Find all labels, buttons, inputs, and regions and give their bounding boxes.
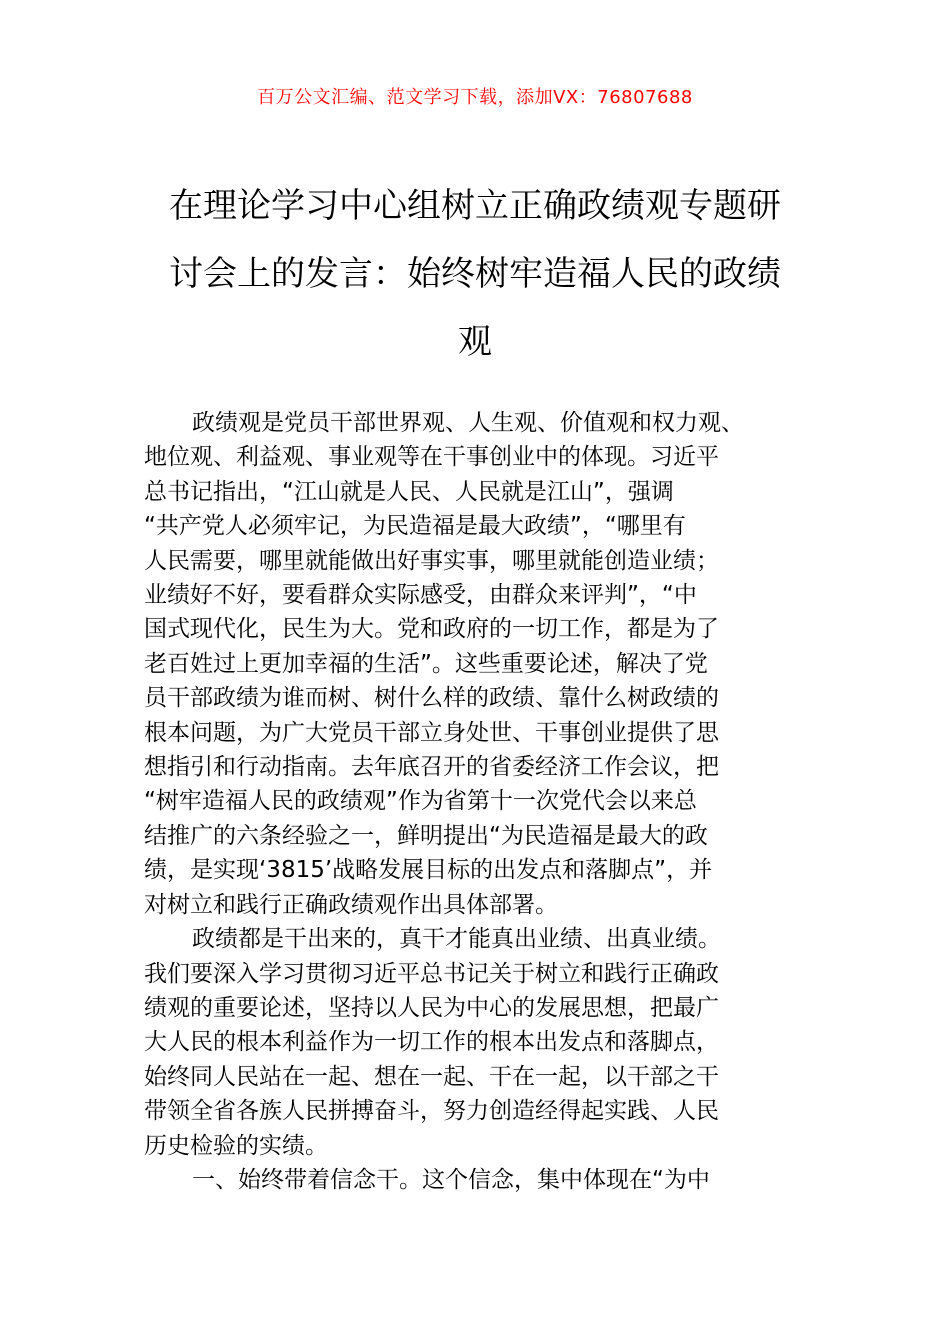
text-line: 历史检验的实绩。 — [144, 1132, 328, 1159]
title-line: 在理论学习中心组树立正确政绩观专题研 — [169, 186, 781, 226]
text-line: 国式现代化，民生为大。党和政府的一切工作，都是为了 — [144, 616, 719, 643]
document-body — [144, 406, 810, 1197]
document-title — [145, 172, 805, 376]
paragraph-2 — [144, 922, 810, 1163]
text-line: 总书记指出，“江山就是人民、人民就是江山”，强调 — [144, 478, 674, 505]
paragraph-3 — [144, 1163, 810, 1197]
title-line: 讨会上的发言：始终树牢造福人民的政绩 — [169, 254, 781, 294]
text-line: 一、始终带着信念干。这个信念，集中体现在“为中 — [192, 1166, 710, 1193]
text-line: 政绩观是党员干部世界观、人生观、价值观和权力观、 — [192, 410, 744, 436]
text-line: 想指引和行动指南。去年底召开的省委经济工作会议，把 — [144, 754, 719, 781]
text-line: 政绩都是干出来的，真干才能真出业绩、出真业绩。 — [192, 926, 721, 953]
text-line: “树牢造福人民的政绩观”作为省第十一次党代会以来总 — [144, 788, 697, 815]
text-line: 带领全省各族人民拼搏奋斗，努力创造经得起实践、人民 — [144, 1098, 719, 1125]
title-line: 观 — [458, 322, 492, 362]
paragraph-1 — [144, 406, 810, 922]
text-line: 人民需要，哪里就能做出好事实事，哪里就能创造业绩； — [144, 547, 719, 574]
text-line: 大人民的根本利益作为一切工作的根本出发点和落脚点， — [144, 1029, 719, 1056]
text-line: 绩观的重要论述，坚持以人民为中心的发展思想，把最广 — [144, 994, 719, 1021]
text-line: 根本问题，为广大党员干部立身处世、干事创业提供了思 — [144, 719, 719, 746]
text-line: 始终同人民站在一起、想在一起、干在一起，以干部之干 — [144, 1063, 719, 1090]
text-line: 老百姓过上更加幸福的生活”。这些重要论述，解决了党 — [144, 650, 708, 677]
text-line: 地位观、利益观、事业观等在干事创业中的体现。习近平 — [144, 444, 719, 471]
text-line: 员干部政绩为谁而树、树什么样的政绩、靠什么树政绩的 — [144, 685, 719, 712]
text-line: 我们要深入学习贯彻习近平总书记关于树立和践行正确政 — [144, 960, 719, 987]
watermark-header-note: 百万公文汇编、范文学习下载，添加VX：76807688 — [257, 87, 693, 108]
text-line: “共产党人必须牢记，为民造福是最大政绩”，“哪里有 — [144, 513, 686, 540]
text-line: 结推广的六条经验之一，鲜明提出“为民造福是最大的政 — [144, 822, 708, 849]
text-line: 绩，是实现‘3815’战略发展目标的出发点和落脚点”，并 — [144, 857, 713, 884]
text-line: 对树立和践行正确政绩观作出具体部署。 — [144, 891, 558, 918]
text-line: 业绩好不好，要看群众实际感受，由群众来评判”，“中 — [144, 582, 697, 609]
